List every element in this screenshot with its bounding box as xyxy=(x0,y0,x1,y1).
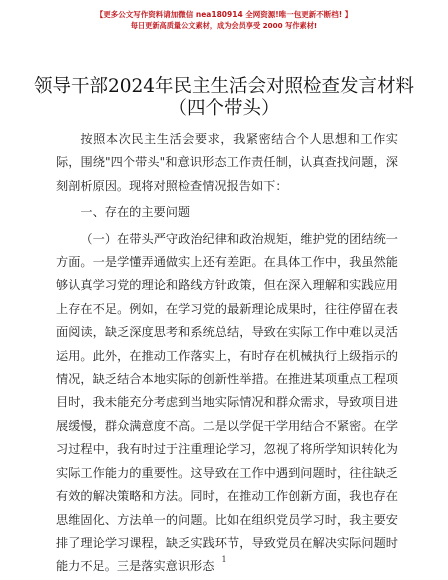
title-subtitle: （四个带头） xyxy=(168,98,280,119)
page-number: 1 xyxy=(221,555,227,564)
body-paragraph: （一）在带头严守政治纪律和政治规矩，维护党的团结统一方面。一是学懂弄通做实上还有差距。在具体工作中，我虽然能够认真学习党的理论和路线方针政策，但在深入理解和实践应用上存在不足。例如，在学习党的最新理论成果时，往往停留在表面阅读，缺乏深度思考和系统总结，导致在实际工作中难以灵活运用。此外，在推动工作落实上，有时存在机械执行上级指示的情况，缺乏结合本地实际的创新性举措。在推进某项重点工程项目时，我未能充分考虑到当地实际情况和群众需求，导致项目进展缓慢，群众满意度不高。二是以学促干学用结合不紧密。在学习过程中，我有时过于注重理论学习，忽视了将所学知识转化为实际工作能力的重要性。这导致在工作中遇到问题时，往往缺乏有效的解决策略和方法。同时，在推动工作创新方面，我也存在思维固化、方法单一的问题。比如在组织党员学习时，我主要安排了理论学习课程，缺乏实践环节，导致党员在解决实际问题时能力不足。三是落实意识形态 xyxy=(56,231,398,574)
header-banner xyxy=(0,9,448,31)
title-main: 领导干部2024年民主生活会对照检查发言材料 xyxy=(33,76,415,97)
intro-paragraph: 按照本次民主生活会要求，我紧密结合个人思想和工作实际，围绕"四个带头"和意识形态工作责任制，认真查找问题，深刻剖析原因。现将对照检查情况报告如下： xyxy=(56,132,398,193)
document-title xyxy=(0,76,448,120)
document-body xyxy=(56,128,398,579)
banner-member-line: 每日更新高质量公文素材，成为会员享受 2000 写作素材! xyxy=(130,21,318,30)
section-heading: 一、存在的主要问题 xyxy=(80,205,191,220)
banner-promo-line: 【更多公文写作资料请加微信 nea180914 全网资源!唯一包更新不断档! 】 xyxy=(95,10,353,19)
